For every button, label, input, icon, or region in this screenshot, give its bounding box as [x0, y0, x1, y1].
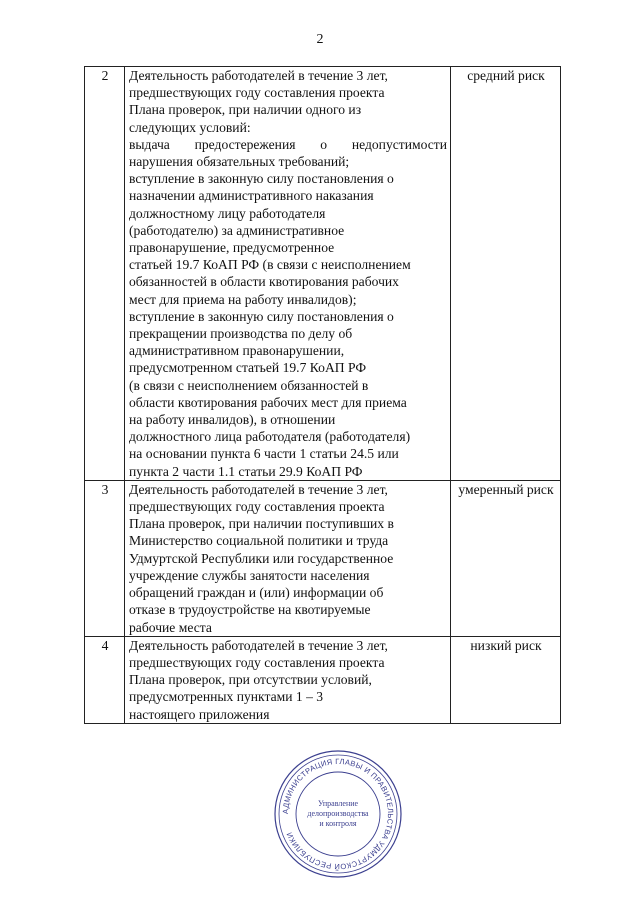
criteria-line: предшествующих году составления проекта [129, 654, 385, 670]
row-number: 3 [85, 480, 125, 636]
row-risk-level: низкий риск [451, 636, 561, 723]
table-row [85, 636, 561, 723]
stamp-center-line: и контроля [319, 819, 357, 828]
stamp-seal-graphic [272, 748, 404, 880]
criteria-line: Деятельность работодателей в течение 3 лет, [129, 637, 388, 653]
criteria-line: обращений граждан и (или) информации об [129, 585, 384, 601]
risk-category-table [84, 66, 561, 724]
criteria-line: на работу инвалидов), в отношении [129, 412, 336, 428]
official-stamp [272, 748, 404, 880]
row-risk-level: средний риск [451, 67, 561, 481]
criteria-line: предусмотренных пунктами 1 – 3 [129, 689, 324, 705]
criteria-line: Деятельность работодателей в течение 3 лет, [129, 481, 388, 497]
criteria-line: Плана проверок, при наличии поступивших в [129, 516, 394, 532]
criteria-line: обязанностей в области квотирования рабочих [129, 274, 399, 290]
criteria-line: пункта 2 части 1.1 статьи 29.9 КоАП РФ [129, 463, 363, 479]
row-number: 4 [85, 636, 125, 723]
criteria-line: должностного лица работодателя (работодателя) [129, 429, 411, 445]
criteria-line: предусмотренном статьей 19.7 КоАП РФ [129, 360, 367, 376]
criteria-line: Удмуртской Республики или государственное [129, 550, 394, 566]
criteria-line: Плана проверок, при наличии одного из [129, 102, 362, 118]
row-number: 2 [85, 67, 125, 481]
stamp-center-line: Управление [317, 799, 359, 808]
criteria-line: Деятельность работодателей в течение 3 лет, [129, 68, 388, 83]
stamp-ring-text: АДМИНИСТРАЦИЯ ГЛАВЫ И ПРАВИТЕЛЬСТВА УДМУРТСКОЙ РЕСПУБЛИКИ [280, 756, 396, 872]
criteria-line: учреждение службы занятости населения [129, 567, 370, 583]
criteria-line: области квотирования рабочих мест для приема [129, 394, 407, 410]
criteria-line: (работодателю) за административное [129, 222, 345, 238]
criteria-line: вступление в законную силу постановления о [129, 308, 394, 324]
criteria-line: нарушения обязательных требований; [129, 154, 350, 170]
row-risk-level: умеренный риск [451, 480, 561, 636]
criteria-line: рабочие места [129, 619, 212, 635]
criteria-line: на основании пункта 6 части 1 статьи 24.5 или [129, 446, 399, 462]
table-row [85, 480, 561, 636]
row-criteria [125, 480, 451, 636]
criteria-line: административном правонарушении, [129, 343, 345, 359]
criteria-line: вступление в законную силу постановления о [129, 171, 394, 187]
criteria-line: статьей 19.7 КоАП РФ (в связи с неисполнением [129, 257, 411, 273]
criteria-line: назначении административного наказания [129, 188, 374, 204]
criteria-line: прекращении производства по делу об [129, 326, 353, 342]
criteria-line: мест для приема на работу инвалидов); [129, 291, 357, 307]
criteria-line: следующих условий: [129, 119, 251, 135]
criteria-line: настоящего приложения [129, 706, 270, 722]
criteria-line: предшествующих году составления проекта [129, 85, 385, 101]
row-criteria [125, 636, 451, 723]
criteria-line: правонарушение, предусмотренное [129, 240, 335, 256]
stamp-center-line: делопроизводства [307, 809, 369, 818]
criteria-line: (в связи с неисполнением обязанностей в [129, 377, 369, 393]
criteria-line: Министерство социальной политики и труда [129, 533, 389, 549]
row-criteria [125, 67, 451, 481]
criteria-line: Плана проверок, при отсутствии условий, [129, 672, 372, 688]
page-number: 2 [316, 32, 324, 47]
criteria-line: отказе в трудоустройстве на квотируемые [129, 602, 371, 618]
criteria-line: выдача предостережения о недопустимости [129, 136, 447, 152]
criteria-line: должностному лицу работодателя [129, 205, 326, 221]
criteria-line: предшествующих году составления проекта [129, 499, 385, 515]
table-row [85, 67, 561, 481]
